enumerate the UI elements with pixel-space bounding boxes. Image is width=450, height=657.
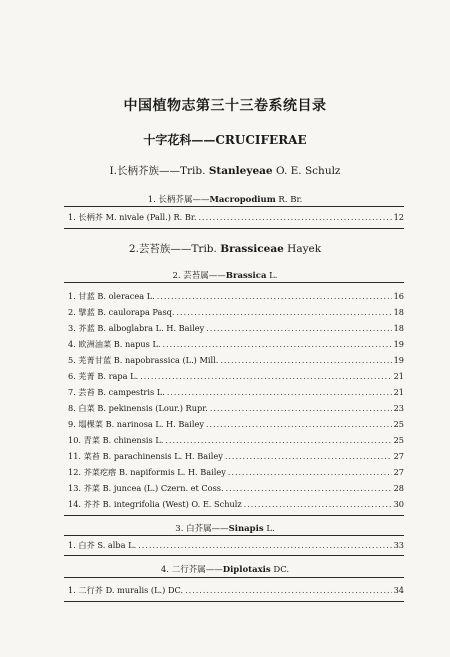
tribe-name: Brassiceae <box>220 243 284 255</box>
page-number: 21 <box>393 387 404 397</box>
species-entry <box>68 354 404 367</box>
genus-author: L. <box>269 271 278 281</box>
tribe-prefix: I.长柄芥族——Trib. <box>109 165 206 177</box>
section-rule <box>64 282 404 283</box>
leader-dots <box>165 434 391 447</box>
page-number: 33 <box>393 540 404 550</box>
leader-dots <box>138 539 391 552</box>
species-entry <box>68 482 404 495</box>
species-label: 1. 二行芥 D. muralis (L.) DC. <box>68 585 184 595</box>
page-number: 27 <box>393 451 404 461</box>
species-entry <box>68 466 404 479</box>
species-label: 3. 芥蓝 B. alboglabra L. H. Bailey <box>68 323 205 333</box>
species-entry <box>68 434 404 447</box>
section-rule <box>64 601 404 602</box>
page-number: 25 <box>393 435 404 445</box>
genus-heading <box>0 522 450 534</box>
genus-prefix: 2. 芸苔属—— <box>172 271 226 281</box>
species-entry <box>68 402 404 415</box>
section-rule <box>64 206 404 207</box>
species-entry <box>68 306 404 319</box>
species-entry <box>68 418 404 431</box>
genus-author: L. <box>266 524 275 534</box>
species-label: 7. 芸苔 B. campestris L. <box>68 387 165 397</box>
genus-prefix: 4. 二行芥属—— <box>160 565 223 575</box>
section-rule <box>64 515 404 516</box>
tribe-author: O. E. Schulz <box>275 165 341 177</box>
genus-heading <box>0 193 450 205</box>
tribe-prefix: 2.芸苔族——Trib. <box>128 243 217 255</box>
leader-dots <box>185 584 391 597</box>
genus-prefix: 1. 长柄芥属—— <box>147 195 210 205</box>
page-number: 19 <box>393 339 404 349</box>
genus-name: Sinapis <box>228 524 264 534</box>
species-entry <box>68 338 404 351</box>
page-number: 21 <box>393 371 404 381</box>
leader-dots <box>199 211 392 224</box>
species-entry <box>68 322 404 335</box>
leader-dots <box>177 306 392 319</box>
species-label: 14. 芥芥 B. integrifolia (West) O. E. Schulz <box>68 499 242 509</box>
species-label: 11. 菜苔 B. parachinensis L. H. Bailey <box>68 451 223 461</box>
section-rule <box>64 535 404 536</box>
leader-dots <box>228 466 392 479</box>
section-rule <box>64 577 404 578</box>
family-heading: 十字花科——CRUCIFERAE <box>143 133 307 147</box>
species-entry <box>68 211 404 224</box>
species-entry <box>68 370 404 383</box>
leader-dots <box>206 322 391 335</box>
species-label: 1. 甘蓝 B. oleracea L. <box>68 291 155 301</box>
genus-name: Macropodium <box>209 195 276 205</box>
page-number: 27 <box>393 467 404 477</box>
page-number: 16 <box>393 291 404 301</box>
section-rule <box>64 228 404 229</box>
leader-dots <box>140 370 391 383</box>
leader-dots <box>225 450 392 463</box>
species-label: 6. 芜菁 B. rapa L. <box>68 371 139 381</box>
species-label: 1. 白芥 S. alba L. <box>68 540 137 550</box>
genus-prefix: 3. 白芥属—— <box>175 524 229 534</box>
page-number: 30 <box>393 499 404 509</box>
genus-author: DC. <box>273 565 290 575</box>
leader-dots <box>244 498 392 511</box>
genus-name: Diplotaxis <box>222 565 271 575</box>
page-number: 23 <box>393 403 404 413</box>
species-label: 13. 芥菜 B. juncea (L.) Czern. et Coss. <box>68 483 224 493</box>
leader-dots <box>167 386 392 399</box>
tribe-name: Stanleyeae <box>208 165 273 177</box>
tribe-heading <box>0 241 450 256</box>
species-label: 5. 芜菁甘蓝 B. napobrassica (L.) Mill. <box>68 355 219 365</box>
species-label: 1. 长柄芥 M. nivale (Pall.) R. Br. <box>68 212 197 222</box>
species-label: 9. 塌棵菜 B. narinosa L. H. Bailey <box>68 419 204 429</box>
species-label: 2. 擘蓝 B. caulorapa Pasq. <box>68 307 175 317</box>
species-entry <box>68 450 404 463</box>
leader-dots <box>157 290 392 303</box>
species-label: 12. 芥菜疙瘩 B. napiformis L. H. Bailey <box>68 467 226 477</box>
species-entry <box>68 539 404 552</box>
species-entry <box>68 386 404 399</box>
section-rule <box>64 555 404 556</box>
leader-dots <box>206 418 392 431</box>
page-number: 28 <box>393 483 404 493</box>
leader-dots <box>210 402 392 415</box>
species-label: 8. 白菜 B. pekinensis (Lour.) Rupr. <box>68 403 208 413</box>
document-title: 中国植物志第三十三卷系统目录 <box>123 98 327 114</box>
page-number: 19 <box>393 355 404 365</box>
page-number: 18 <box>393 307 404 317</box>
genus-author: R. Br. <box>278 195 303 205</box>
page-number: 12 <box>393 212 404 222</box>
leader-dots <box>220 354 391 367</box>
species-entry <box>68 584 404 597</box>
leader-dots <box>163 338 392 351</box>
page-number: 18 <box>393 323 404 333</box>
page-number: 34 <box>393 585 404 595</box>
species-entry <box>68 290 404 303</box>
species-label: 10. 青菜 B. chinensis L. <box>68 435 164 445</box>
genus-heading <box>0 563 450 575</box>
tribe-heading <box>0 163 450 178</box>
species-entry <box>68 498 404 511</box>
species-label: 4. 欧洲油菜 B. napus L. <box>68 339 161 349</box>
leader-dots <box>226 482 392 495</box>
page-number: 25 <box>393 419 404 429</box>
genus-heading <box>0 269 450 281</box>
tribe-author: Hayek <box>287 243 322 255</box>
genus-name: Brassica <box>225 271 267 281</box>
